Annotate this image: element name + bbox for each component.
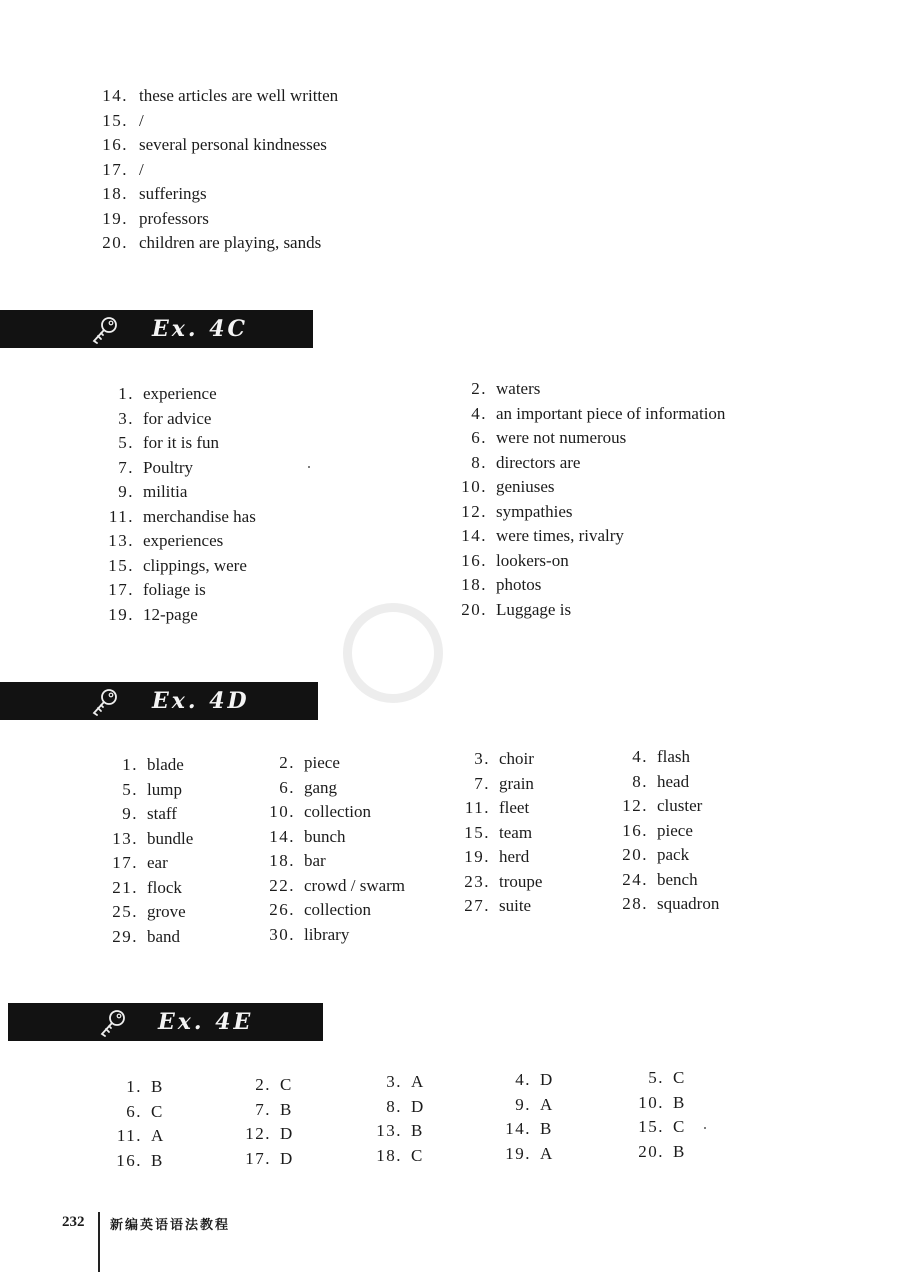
answer-item <box>451 377 725 402</box>
item-answer: herd <box>499 847 530 866</box>
item-number: 9. <box>515 1094 531 1114</box>
item-answer: foliage is <box>143 580 206 599</box>
answer-item <box>612 794 719 819</box>
item-answer: bunch <box>304 826 346 846</box>
key-icon <box>98 1008 128 1038</box>
item-number: 6. <box>126 1101 142 1121</box>
answer-item <box>451 573 725 598</box>
item-number: 12. <box>245 1124 271 1143</box>
answer-item <box>454 747 542 772</box>
item-number: 16. <box>461 550 487 570</box>
item-number: 19. <box>102 208 128 228</box>
watermark-stamp <box>343 603 443 703</box>
item-answer: sympathies <box>496 501 573 521</box>
item-answer: flock <box>147 877 182 897</box>
answer-item <box>259 898 405 923</box>
answer-item <box>259 751 405 776</box>
item-number: 6. <box>279 777 295 797</box>
item-answer: waters <box>496 379 541 398</box>
item-number: 17. <box>102 159 128 179</box>
item-number: 16. <box>622 820 648 840</box>
item-answer: staff <box>147 804 177 823</box>
item-number: 18. <box>269 851 295 870</box>
answer-item <box>454 772 542 797</box>
item-answer: 12-page <box>143 604 198 624</box>
answer-item <box>98 603 256 628</box>
answer-item <box>259 923 405 948</box>
item-answer: bar <box>304 851 326 870</box>
item-number: 11. <box>108 506 134 526</box>
item-answer: cluster <box>657 796 703 815</box>
answer-item <box>451 598 725 623</box>
item-number: 5. <box>648 1068 664 1087</box>
ex4e-column-2 <box>235 1073 292 1171</box>
item-number: 3. <box>474 749 490 768</box>
item-number: 21. <box>112 877 138 897</box>
item-answer: A <box>540 1143 553 1163</box>
answer-item <box>92 133 338 158</box>
ex4e-column-3 <box>366 1070 423 1168</box>
answer-item <box>98 554 256 579</box>
item-number: 1. <box>122 755 138 774</box>
item-answer: D <box>540 1070 553 1089</box>
item-number: 25. <box>112 902 138 921</box>
item-number: 3. <box>118 408 134 428</box>
item-number: 13. <box>376 1121 402 1140</box>
book-title: 新编英语语法教程 <box>110 1218 231 1233</box>
answer-item <box>628 1115 684 1140</box>
ex4d-column-3 <box>454 747 542 919</box>
answer-item <box>451 475 725 500</box>
item-number: 15. <box>464 822 490 842</box>
item-answer: lookers-on <box>496 550 569 570</box>
item-number: 2. <box>279 753 295 772</box>
item-answer: C <box>411 1145 423 1165</box>
ex4e-column-5 <box>628 1066 684 1164</box>
answer-item <box>495 1068 552 1093</box>
item-number: 17. <box>112 853 138 872</box>
answer-item <box>451 524 725 549</box>
answer-item <box>235 1073 292 1098</box>
item-answer: were not numerous <box>496 428 627 447</box>
answer-item <box>495 1117 552 1142</box>
item-answer: C <box>673 1117 685 1136</box>
answer-item <box>454 796 542 821</box>
answer-item <box>235 1122 292 1147</box>
answer-item <box>102 827 193 852</box>
item-number: 12. <box>461 501 487 521</box>
item-number: 11. <box>116 1126 142 1145</box>
item-answer: ear <box>147 853 168 872</box>
section-banner-ex4d <box>0 682 318 720</box>
item-number: 8. <box>471 452 487 472</box>
item-answer: troupe <box>499 871 543 891</box>
answer-item <box>454 894 542 919</box>
item-answer: grove <box>147 902 186 921</box>
answer-item <box>98 505 256 530</box>
answer-item <box>451 451 725 476</box>
ex4e-column-1 <box>106 1075 163 1173</box>
item-answer: photos <box>496 575 542 594</box>
item-number: 10. <box>461 477 487 496</box>
answer-item <box>106 1124 163 1149</box>
item-answer: children are playing, sands <box>139 233 322 252</box>
item-number: 28. <box>622 894 648 913</box>
item-answer: an important piece of information <box>496 403 726 423</box>
answer-item <box>106 1100 163 1125</box>
item-number: 17. <box>108 580 134 599</box>
item-answer: C <box>151 1101 163 1121</box>
item-number: 4. <box>515 1070 531 1089</box>
item-number: 26. <box>269 900 295 919</box>
answer-item <box>612 745 719 770</box>
section-banner-ex4c <box>0 310 313 348</box>
scan-speck <box>308 466 310 468</box>
item-answer: Luggage is <box>496 599 572 619</box>
item-number: 10. <box>269 802 295 821</box>
ex4e-column-4 <box>495 1068 552 1166</box>
scan-speck <box>704 1127 706 1129</box>
item-number: 7. <box>474 773 490 793</box>
answer-item <box>612 770 719 795</box>
item-answer: / <box>139 110 144 130</box>
item-answer: team <box>499 822 533 842</box>
item-answer: A <box>540 1094 553 1114</box>
item-number: 27. <box>464 896 490 915</box>
answer-item <box>235 1098 292 1123</box>
key-icon <box>90 315 120 345</box>
answer-item <box>454 821 542 846</box>
item-number: 10. <box>638 1092 664 1112</box>
item-number: 19. <box>108 604 134 624</box>
item-answer: / <box>139 159 144 179</box>
item-answer: library <box>304 924 350 944</box>
answer-item <box>259 825 405 850</box>
item-answer: flash <box>657 747 691 766</box>
item-answer: gang <box>304 777 338 797</box>
answer-item <box>92 84 338 109</box>
answer-item <box>612 892 719 917</box>
item-number: 9. <box>118 482 134 501</box>
ex4c-left-column <box>98 382 256 627</box>
item-number: 11. <box>464 798 490 817</box>
answer-item <box>628 1140 684 1165</box>
item-answer: C <box>280 1075 292 1094</box>
item-answer: experience <box>143 384 217 403</box>
item-answer: band <box>147 926 181 946</box>
answer-item <box>98 529 256 554</box>
answer-item <box>92 182 338 207</box>
answer-item <box>102 802 193 827</box>
item-number: 1. <box>118 384 134 403</box>
item-answer: experiences <box>143 531 224 550</box>
item-answer: B <box>673 1141 685 1161</box>
item-number: 16. <box>116 1150 142 1170</box>
item-answer: professors <box>139 208 209 228</box>
item-answer: Poultry <box>143 457 194 477</box>
item-number: 14. <box>269 826 295 846</box>
item-answer: A <box>411 1072 424 1091</box>
answer-item <box>98 578 256 603</box>
item-number: 20. <box>461 599 487 619</box>
item-answer: bench <box>657 869 698 889</box>
answer-item <box>98 456 256 481</box>
answer-item <box>612 868 719 893</box>
answer-item <box>451 549 725 574</box>
item-answer: head <box>657 771 690 791</box>
item-number: 8. <box>632 771 648 791</box>
item-answer: D <box>280 1124 293 1143</box>
item-number: 4. <box>632 747 648 766</box>
item-answer: fleet <box>499 798 530 817</box>
key-icon <box>90 687 120 717</box>
answer-item <box>495 1142 552 1167</box>
item-number: 15. <box>638 1117 664 1136</box>
item-number: 9. <box>122 804 138 823</box>
item-answer: lump <box>147 779 182 799</box>
item-number: 20. <box>638 1141 664 1161</box>
answer-item <box>98 480 256 505</box>
answer-item <box>102 778 193 803</box>
item-number: 23. <box>464 871 490 891</box>
answer-item <box>98 407 256 432</box>
answer-item <box>454 870 542 895</box>
answer-item <box>106 1075 163 1100</box>
item-answer: militia <box>143 482 188 501</box>
section-title: Ex. 4C <box>152 316 249 342</box>
item-number: 14. <box>102 86 128 105</box>
item-answer: for advice <box>143 408 212 428</box>
item-number: 2. <box>471 379 487 398</box>
answer-item <box>92 231 338 256</box>
answer-item <box>366 1070 423 1095</box>
item-number: 12. <box>622 796 648 815</box>
item-answer: B <box>151 1077 163 1096</box>
answer-item <box>451 500 725 525</box>
item-answer: were times, rivalry <box>496 526 624 545</box>
item-number: 5. <box>118 433 134 452</box>
item-number: 14. <box>461 526 487 545</box>
answer-item <box>98 382 256 407</box>
item-answer: these articles are well written <box>139 86 339 105</box>
ex4c-right-column <box>451 377 725 622</box>
item-number: 30. <box>269 924 295 944</box>
item-answer: clippings, were <box>143 555 247 575</box>
item-answer: directors are <box>496 452 581 472</box>
item-number: 13. <box>112 828 138 848</box>
item-number: 19. <box>505 1143 531 1163</box>
item-number: 13. <box>108 531 134 550</box>
item-answer: merchandise has <box>143 506 256 526</box>
section-banner-ex4e <box>8 1003 323 1041</box>
item-answer: collection <box>304 802 372 821</box>
answer-item <box>366 1095 423 1120</box>
item-number: 18. <box>376 1145 402 1165</box>
item-answer: B <box>673 1092 685 1112</box>
item-number: 19. <box>464 847 490 866</box>
page-number: 232 <box>62 1214 85 1230</box>
item-number: 7. <box>255 1099 271 1119</box>
item-number: 15. <box>108 555 134 575</box>
item-answer: choir <box>499 749 534 768</box>
item-answer: several personal kindnesses <box>139 135 327 154</box>
item-answer: pack <box>657 845 690 864</box>
item-answer: D <box>280 1148 293 1168</box>
answer-item <box>106 1149 163 1174</box>
answer-item <box>612 843 719 868</box>
item-answer: squadron <box>657 894 720 913</box>
answer-item <box>451 426 725 451</box>
item-answer: B <box>280 1099 292 1119</box>
item-answer: A <box>151 1126 164 1145</box>
item-number: 18. <box>102 184 128 203</box>
ex4d-column-2 <box>259 751 405 947</box>
answer-item <box>102 876 193 901</box>
answer-item <box>628 1091 684 1116</box>
section-title: Ex. 4E <box>158 1009 254 1035</box>
item-answer: blade <box>147 755 184 774</box>
item-answer: C <box>673 1068 685 1087</box>
item-answer: suite <box>499 896 532 915</box>
item-answer: bundle <box>147 828 194 848</box>
answer-item <box>366 1144 423 1169</box>
item-number: 20. <box>622 845 648 864</box>
answer-item <box>454 845 542 870</box>
item-number: 1. <box>126 1077 142 1096</box>
item-answer: sufferings <box>139 184 207 203</box>
answer-item <box>235 1147 292 1172</box>
answer-item <box>102 753 193 778</box>
item-number: 15. <box>102 110 128 130</box>
item-number: 3. <box>386 1072 402 1091</box>
item-number: 24. <box>622 869 648 889</box>
answer-item <box>495 1093 552 1118</box>
item-number: 18. <box>461 575 487 594</box>
answer-item <box>102 925 193 950</box>
item-answer: B <box>411 1121 423 1140</box>
footer-divider <box>98 1212 100 1272</box>
item-answer: grain <box>499 773 534 793</box>
item-answer: piece <box>304 753 340 772</box>
answer-item <box>92 158 338 183</box>
answer-item <box>92 207 338 232</box>
item-answer: collection <box>304 900 372 919</box>
item-answer: D <box>411 1096 424 1116</box>
item-answer: B <box>151 1150 163 1170</box>
item-number: 8. <box>386 1096 402 1116</box>
item-number: 14. <box>505 1119 531 1138</box>
item-number: 4. <box>471 403 487 423</box>
item-number: 22. <box>269 875 295 895</box>
answer-item <box>612 819 719 844</box>
ex4d-column-4 <box>612 745 719 917</box>
item-answer: crowd / swarm <box>304 875 406 895</box>
item-number: 5. <box>122 779 138 799</box>
answer-item <box>259 874 405 899</box>
answer-item <box>366 1119 423 1144</box>
item-number: 17. <box>245 1148 271 1168</box>
answer-item <box>98 431 256 456</box>
answer-item <box>102 851 193 876</box>
item-answer: geniuses <box>496 477 555 496</box>
item-number: 16. <box>102 135 128 154</box>
item-answer: piece <box>657 820 693 840</box>
answer-item <box>102 900 193 925</box>
ex4d-column-1 <box>102 753 193 949</box>
item-number: 2. <box>255 1075 271 1094</box>
answer-item <box>259 800 405 825</box>
item-number: 6. <box>471 428 487 447</box>
section-title: Ex. 4D <box>152 688 250 714</box>
answer-item <box>259 849 405 874</box>
answer-list-continued <box>92 84 338 256</box>
item-number: 7. <box>118 457 134 477</box>
item-answer: B <box>540 1119 552 1138</box>
answer-item <box>628 1066 684 1091</box>
answer-item <box>259 776 405 801</box>
item-number: 20. <box>102 233 128 252</box>
item-number: 29. <box>112 926 138 946</box>
answer-item <box>451 402 725 427</box>
item-answer: for it is fun <box>143 433 220 452</box>
answer-item <box>92 109 338 134</box>
